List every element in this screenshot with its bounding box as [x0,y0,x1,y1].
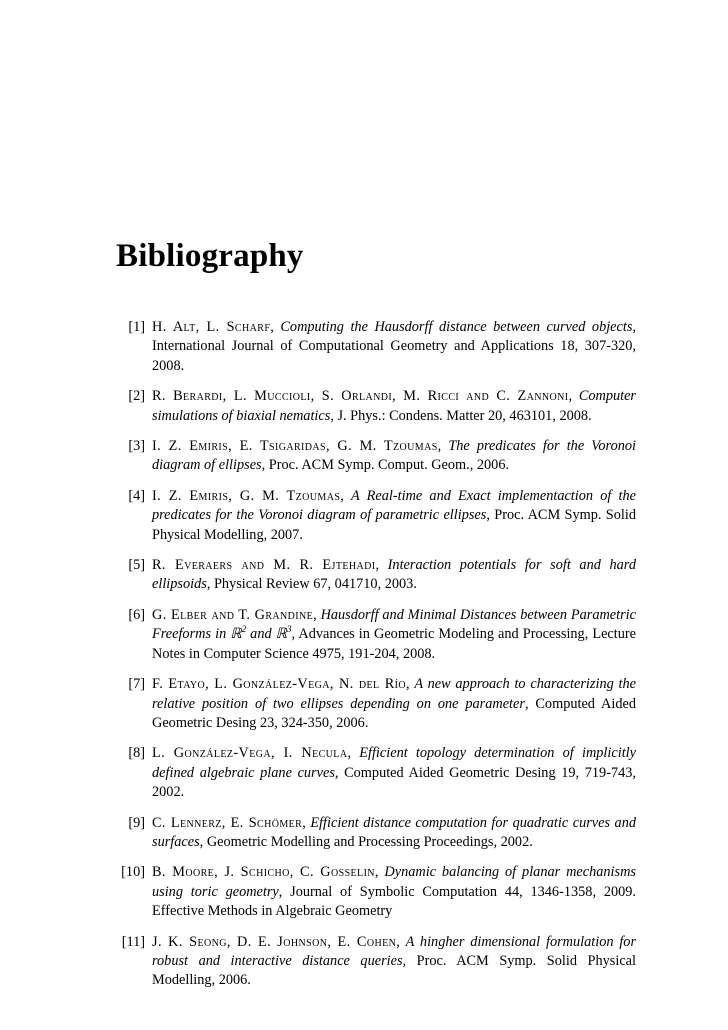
superscript-3: 3 [287,624,292,635]
ref-number: [7] [128,676,145,693]
ref-text: J. K. Seong, D. E. Johnson, E. Cohen, A hingher dimensional formulation for robust and interactive distance queries, Proc. ACM Symp. Solid Physical Modelling, 2006. [152,933,637,989]
bib-entry-11 [120,933,636,991]
ref-venue: Journal of Symbolic Computation 44, 1346-1358, 2009. Effective Methods in Algebraic Geometry [152,883,636,920]
ref-text: H. Alt, L. Scharf, Computing the Hausdorff distance between curved objects, International Journal of Computational Geometry and Applications 18, 307-320, 2008. [152,319,636,374]
ref-venue: Physical Review 67, 041710, 2003. [213,576,417,593]
ref-title: A Real-time and Exact implementaction of the predicates for the Voronoi diagram of parametric ellipses [152,487,636,524]
ref-title: Dynamic balancing of planar mechanisms using toric geometry [152,864,636,900]
ref-text: G. Elber and T. Grandine, Hausdorff and Minimal Distances between Parametric Freeforms in ℝ$^2$ and ℝ$^3$, Advances in Geometric Modeling and Processing, Lecture Notes in Computer Science 4975, 191-204, 2008. [152,606,637,662]
ref-venue: Computed Aided Geometric Desing 23, 324-350, 2006. [152,695,636,731]
ref-text: B. Moore, J. Schicho, C. Gosselin, Dynamic balancing of planar mechanisms using toric geometry, Journal of Symbolic Computation 44, 1346-1358, 2009. Effective Methods in Algebraic Geometry [152,864,636,920]
ref-authors: R. Berardi, L. Muccioli, S. Orlandi, M. Ricci and C. Zannoni [152,388,569,405]
bib-entry-9 [120,814,636,853]
ref-number: [10] [121,864,145,881]
ref-venue: Proc. ACM Symp. Comput. Geom., 2006. [268,457,510,474]
bib-entry-2 [120,387,636,426]
ref-title: A hingher dimensional formulation for robust and interactive distance queries [152,933,637,969]
bib-entry-5 [120,556,636,595]
ref-text: F. Etayo, L. González-Vega, N. del Río, A new approach to characterizing the relative position of two ellipses depending on one parameter, Computed Aided Geometric Desing 23, 324-350, 2006. [152,676,636,731]
ref-number: [8] [128,745,145,762]
bib-entry-4 [120,487,636,545]
ref-title: Computer simulations of biaxial nematics [152,388,637,424]
ref-venue: Geometric Modelling and Processing Proceedings, 2002. [206,833,533,850]
ref-venue: Computed Aided Geometric Desing 19, 719-743, 2002. [152,764,636,801]
ref-authors: R. Everaers and M. R. Ejtehadi [152,557,376,574]
ref-number: [6] [128,606,145,623]
ref-venue: Advances in Geometric Modeling and Processing, Lecture Notes in Computer Science 4975, 191-204, 2008. [152,626,637,662]
ref-text: C. Lennerz, E. Schömer, Efficient distance computation for quadratic curves and surfaces, Geometric Modelling and Processing Proceedings, 2002. [152,814,636,850]
ref-number: [11] [121,933,145,950]
ref-authors: F. Etayo, L. González-Vega, N. del Río [152,676,406,693]
ref-authors: G. Elber and T. Grandine [152,606,314,623]
bib-entry-10 [120,863,636,921]
ref-text: R. Everaers and M. R. Ejtehadi, Interaction potentials for soft and hard ellipsoids, Physical Review 67, 041710, 2003. [152,557,636,593]
ref-number: [2] [128,388,145,405]
ref-title: Efficient distance computation for quadratic curves and surfaces [152,814,636,850]
ref-venue: Proc. ACM Symp. Solid Physical Modelling, 2006. [152,952,636,989]
bib-entry-3 [120,437,636,476]
ref-authors: C. Lennerz, E. Schömer [152,814,303,831]
ref-number: [3] [128,438,145,455]
ref-venue: Proc. ACM Symp. Solid Physical Modelling, 2007. [152,507,636,543]
ref-authors: I. Z. Emiris, G. M. Tzoumas [152,487,341,504]
ref-title: Computing the Hausdorff distance between curved objects [280,319,633,335]
ref-authors: H. Alt, L. Scharf [152,319,271,335]
ref-text: I. Z. Emiris, E. Tsigaridas, G. M. Tzoumas, The predicates for the Voronoi diagram of ellipses, Proc. ACM Symp. Comput. Geom., 2006. [152,438,636,474]
bib-entry-6 [120,606,636,664]
ref-title-part-a: Hausdorff and Minimal Distances between Parametric Freeforms in ℝ [152,606,636,643]
bib-entry-7 [120,675,636,733]
ref-number: [4] [128,487,145,504]
chapter-title: Bibliography [116,238,304,274]
superscript-2: 2 [241,624,247,635]
ref-number: [1] [128,319,145,335]
bib-entry-8 [120,744,636,802]
ref-title: A new approach to characterizing the relative position of two ellipses depending on one parameter [152,676,636,712]
ref-authors: L. González-Vega, I. Necula [152,745,348,762]
ref-authors: J. K. Seong, D. E. Johnson, E. Cohen [152,933,397,950]
ref-title: The predicates for the Voronoi diagram of ellipses [152,438,636,474]
ref-text: L. González-Vega, I. Necula, Efficient topology determination of implicitly defined algebraic plane curves, Computed Aided Geometric Desing 19, 719-743, 2002. [152,745,636,801]
ref-number: [9] [128,814,145,831]
ref-title: Efficient topology determination of implicitly defined algebraic plane curves [152,745,636,781]
ref-authors: B. Moore, J. Schicho, C. Gosselin [152,864,375,881]
ref-venue: International Journal of Computational Geometry and Applications 18, 307-320, 2008. [152,338,636,374]
ref-text: R. Berardi, L. Muccioli, S. Orlandi, M. Ricci and C. Zannoni, Computer simulations of biaxial nematics, J. Phys.: Condens. Matter 20, 463101, 2008. [152,388,637,424]
ref-text: I. Z. Emiris, G. M. Tzoumas, A Real-time and Exact implementaction of the predicates for the Voronoi diagram of parametric ellipses, Proc. ACM Symp. Solid Physical Modelling, 2007. [152,487,636,543]
bibliography-list [120,318,636,1002]
ref-authors: I. Z. Emiris, E. Tsigaridas, G. M. Tzoumas [152,438,438,455]
bib-entry-1 [120,318,636,376]
ref-number: [5] [128,557,145,574]
ref-venue: J. Phys.: Condens. Matter 20, 463101, 2008. [337,407,592,424]
ref-title-part-b: and ℝ [246,626,288,643]
ref-title: Interaction potentials for soft and hard ellipsoids [152,557,636,593]
